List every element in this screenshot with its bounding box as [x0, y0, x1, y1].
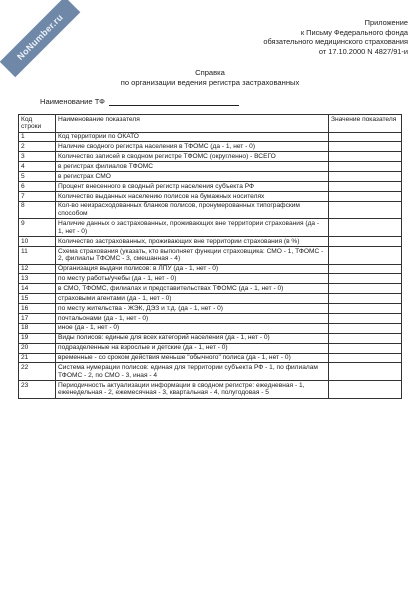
row-indicator-name: Виды полисов: единые для всех категорий населения (да - 1, нет - 0) — [56, 333, 329, 343]
header-name: Наименование показателя — [56, 115, 329, 133]
table-row — [19, 284, 402, 294]
table-row — [19, 191, 402, 201]
row-code: 18 — [19, 323, 56, 333]
table-row — [19, 323, 402, 333]
row-indicator-name: Наличие данных о застрахованных, проживающих вне территории страхования (да - 1, нет - 0) — [56, 219, 329, 237]
table-row — [19, 333, 402, 343]
row-value-cell[interactable] — [329, 246, 402, 264]
row-indicator-name: временные - со сроком действия меньше "обычного" полиса (да - 1, нет - 0) — [56, 353, 329, 363]
table-row — [19, 152, 402, 162]
table-row — [19, 219, 402, 237]
table-row — [19, 132, 402, 142]
table-row — [19, 246, 402, 264]
row-code: 3 — [19, 152, 56, 162]
row-value-cell[interactable] — [329, 304, 402, 314]
row-code: 2 — [19, 142, 56, 152]
row-indicator-name: Схема страхования (указать, кто выполняет функции страховщика: СМО - 1, ТФОМС - 2, филиалы ТФОМС - 3, смешанная - 4) — [56, 246, 329, 264]
document-title — [0, 68, 420, 88]
row-code: 20 — [19, 343, 56, 353]
row-value-cell[interactable] — [329, 284, 402, 294]
table-row — [19, 313, 402, 323]
row-indicator-name: в регистрах филиалов ТФОМС — [56, 162, 329, 172]
row-code: 4 — [19, 162, 56, 172]
row-indicator-name: в регистрах СМО — [56, 172, 329, 182]
table-row — [19, 264, 402, 274]
row-value-cell[interactable] — [329, 201, 402, 219]
row-code: 19 — [19, 333, 56, 343]
row-indicator-name: Количество выданных населению полисов на бумажных носителях — [56, 191, 329, 201]
tf-name-field — [40, 97, 239, 106]
indicators-table — [18, 114, 402, 399]
row-value-cell[interactable] — [329, 142, 402, 152]
row-code: 14 — [19, 284, 56, 294]
row-code: 9 — [19, 219, 56, 237]
row-indicator-name: Процент внесенного в сводный регистр населения субъекта РФ — [56, 182, 329, 192]
row-value-cell[interactable] — [329, 343, 402, 353]
table-row — [19, 172, 402, 182]
row-value-cell[interactable] — [329, 363, 402, 381]
row-code: 6 — [19, 182, 56, 192]
row-code: 12 — [19, 264, 56, 274]
row-indicator-name: подразделенные на взрослые и детские (да - 1, нет - 0) — [56, 343, 329, 353]
table-row — [19, 201, 402, 219]
row-code: 7 — [19, 191, 56, 201]
row-indicator-name: Количество застрахованных, проживающих вне территории страхования (в %) — [56, 237, 329, 247]
row-indicator-name: иное (да - 1, нет - 0) — [56, 323, 329, 333]
row-code: 15 — [19, 294, 56, 304]
row-value-cell[interactable] — [329, 353, 402, 363]
header-code: Код строки — [19, 115, 56, 133]
row-value-cell[interactable] — [329, 333, 402, 343]
row-code: 10 — [19, 237, 56, 247]
table-row — [19, 142, 402, 152]
title-line: по организации ведения регистра застрахованных — [120, 78, 300, 87]
row-value-cell[interactable] — [329, 294, 402, 304]
row-code: 16 — [19, 304, 56, 314]
tf-blank-line — [109, 97, 239, 106]
row-value-cell[interactable] — [329, 132, 402, 142]
row-code: 1 — [19, 132, 56, 142]
row-code: 8 — [19, 201, 56, 219]
table-row — [19, 353, 402, 363]
table-row — [19, 237, 402, 247]
table-body — [19, 132, 402, 398]
row-indicator-name: Кол-во неизрасходованных бланков полисов, пронумерованных типографским способом — [56, 201, 329, 219]
table-row — [19, 381, 402, 399]
document-header — [263, 18, 408, 56]
table-row — [19, 294, 402, 304]
header-value: Значение показателя — [329, 115, 402, 133]
row-value-cell[interactable] — [329, 237, 402, 247]
row-indicator-name: в СМО, ТФОМС, филиалах и представительствах ТФОМС (да - 1, нет - 0) — [56, 284, 329, 294]
row-indicator-name: Код территории по ОКАТО — [56, 132, 329, 142]
row-value-cell[interactable] — [329, 152, 402, 162]
row-indicator-name: почтальонами (да - 1, нет - 0) — [56, 313, 329, 323]
row-value-cell[interactable] — [329, 323, 402, 333]
row-indicator-name: Наличие сводного регистра населения в ТФОМС (да - 1, нет - 0) — [56, 142, 329, 152]
row-indicator-name: страховыми агентами (да - 1, нет - 0) — [56, 294, 329, 304]
row-value-cell[interactable] — [329, 381, 402, 399]
table-row — [19, 274, 402, 284]
row-indicator-name: Периодичность актуализации информации в сводном регистре: ежедневная - 1, еженедельная - 2, ежемесячная - 3, квартальная - 4, полугодовая - 5 — [56, 381, 329, 399]
row-value-cell[interactable] — [329, 313, 402, 323]
row-code: 22 — [19, 363, 56, 381]
row-code: 11 — [19, 246, 56, 264]
header-line: обязательного медицинского страхования — [263, 37, 408, 47]
watermark-badge: NoNumber.ru — [0, 0, 80, 77]
table-row — [19, 363, 402, 381]
row-value-cell[interactable] — [329, 219, 402, 237]
row-code: 21 — [19, 353, 56, 363]
table-row — [19, 343, 402, 353]
row-code: 13 — [19, 274, 56, 284]
table-header-row — [19, 115, 402, 133]
row-value-cell[interactable] — [329, 182, 402, 192]
row-value-cell[interactable] — [329, 264, 402, 274]
table-row — [19, 162, 402, 172]
header-line: Приложение — [364, 18, 408, 27]
row-code: 5 — [19, 172, 56, 182]
row-indicator-name: по месту жительства - ЖЭК, ДЭЗ и т.д. (да - 1, нет - 0) — [56, 304, 329, 314]
header-line: к Письму Федерального фонда — [300, 27, 408, 37]
row-indicator-name: по месту работы/учебы (да - 1, нет - 0) — [56, 274, 329, 284]
tf-label: Наименование ТФ — [40, 97, 105, 106]
row-code: 23 — [19, 381, 56, 399]
row-value-cell[interactable] — [329, 274, 402, 284]
row-value-cell[interactable] — [329, 172, 402, 182]
table-row — [19, 304, 402, 314]
row-value-cell[interactable] — [329, 191, 402, 201]
table-row — [19, 182, 402, 192]
row-indicator-name: Количество записей в сводном регистре ТФОМС (округленно) - ВСЕГО — [56, 152, 329, 162]
row-value-cell[interactable] — [329, 162, 402, 172]
row-indicator-name: Организация выдачи полисов: в ЛПУ (да - 1, нет - 0) — [56, 264, 329, 274]
header-line: от 17.10.2000 N 4827/91-и — [318, 46, 408, 56]
row-indicator-name: Система нумерации полисов: единая для территории субъекта РФ - 1, по филиалам ТФОМС - 2, по СМО - 3, иная - 4 — [56, 363, 329, 381]
title-line: Справка — [195, 68, 225, 77]
row-code: 17 — [19, 313, 56, 323]
